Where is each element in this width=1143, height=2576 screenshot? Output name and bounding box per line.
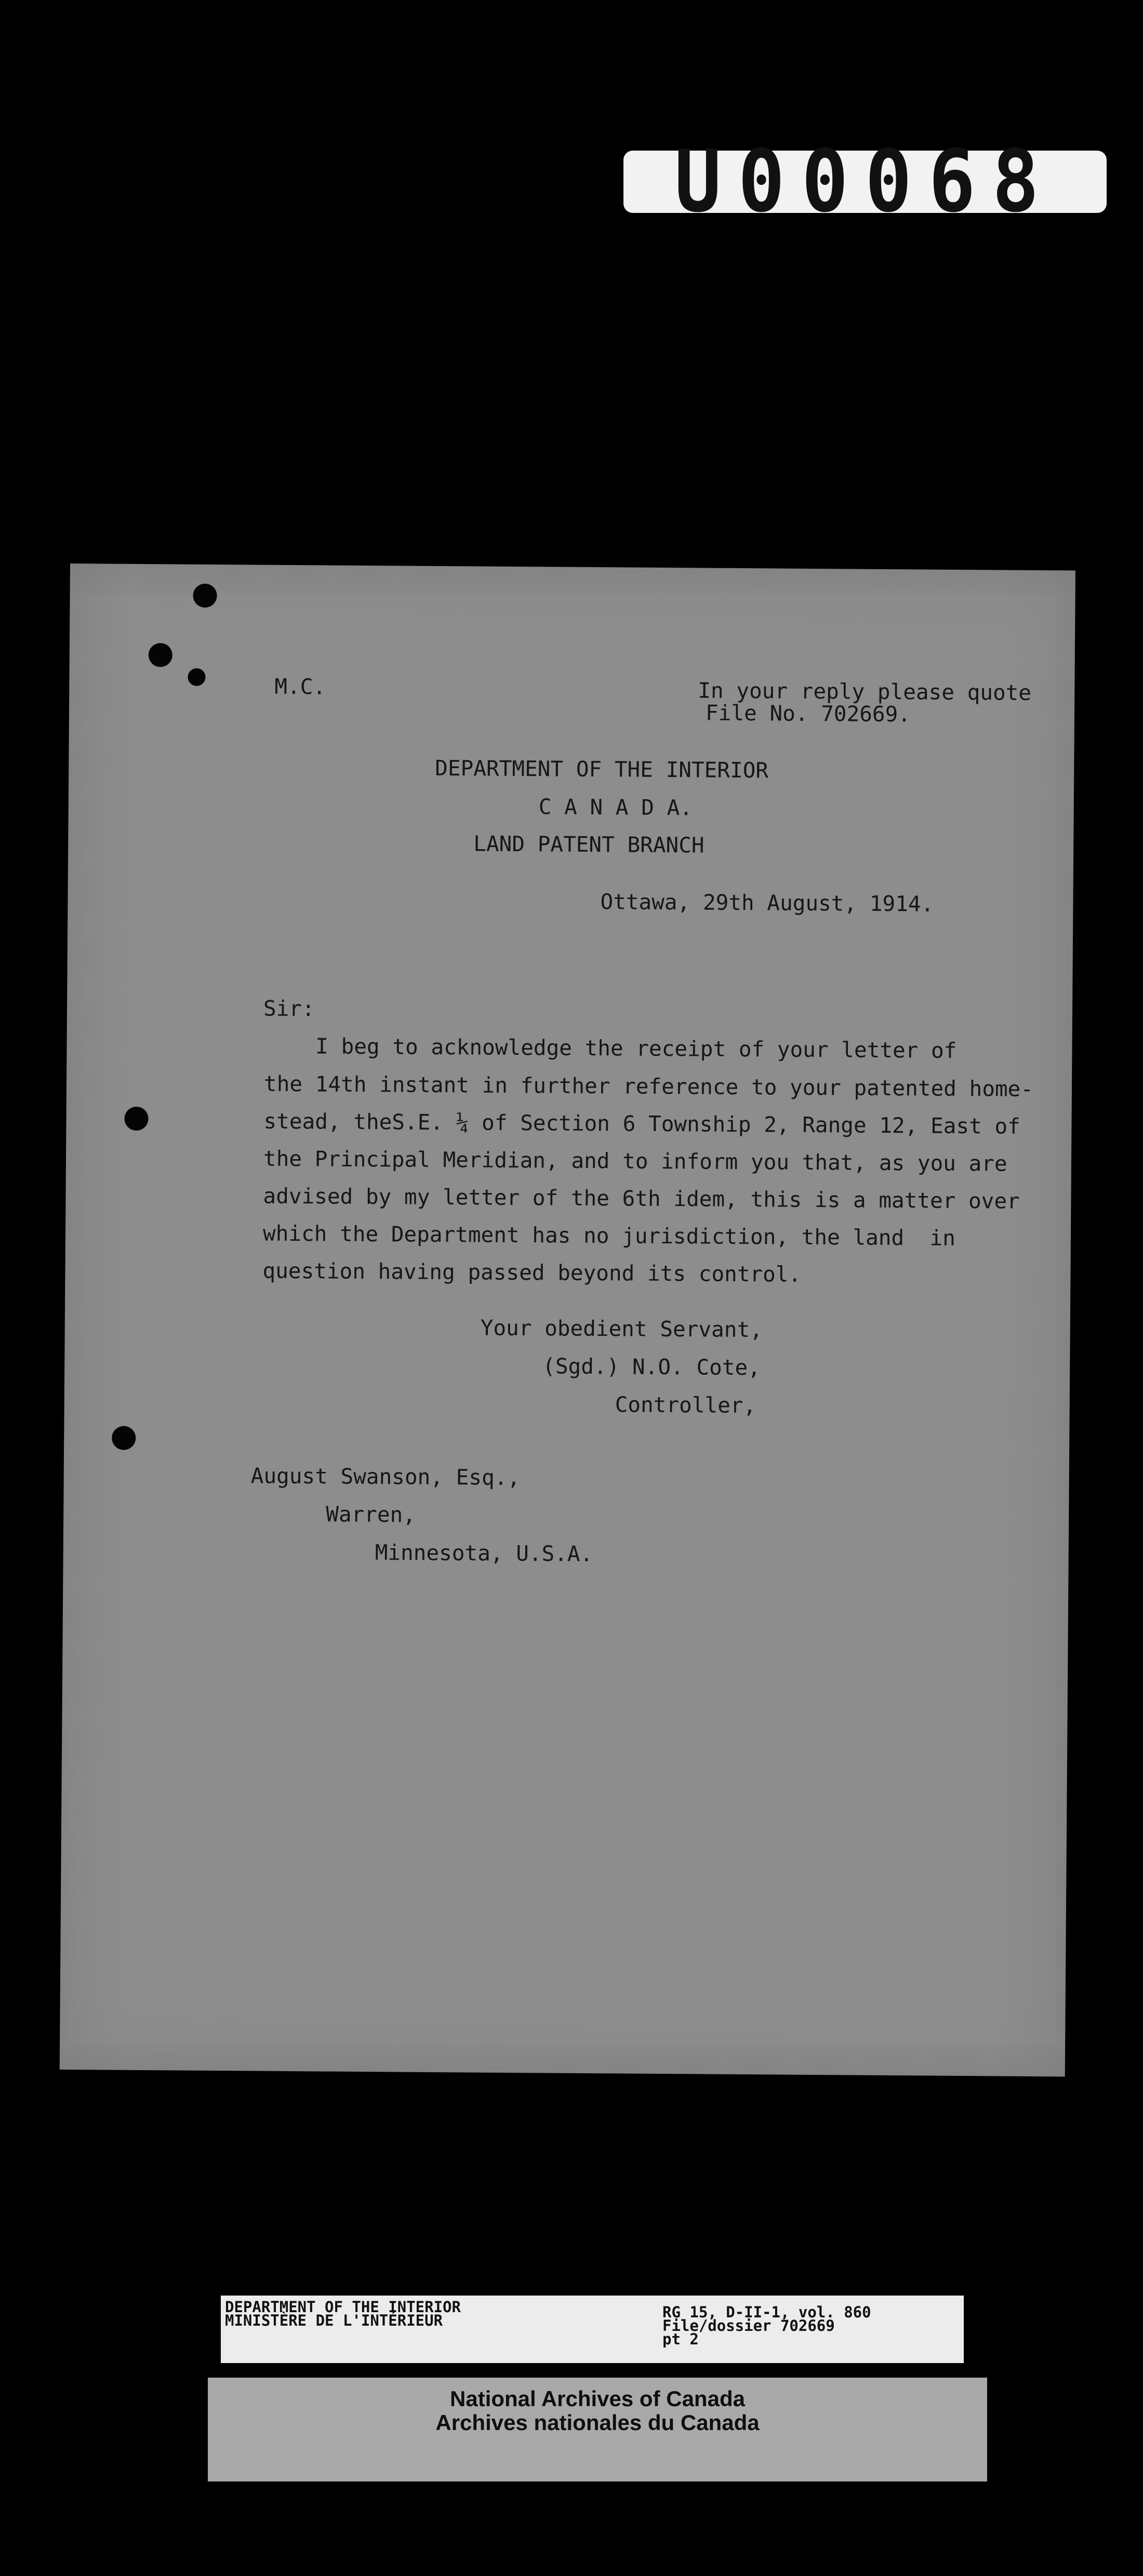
punch-hole [112,1426,136,1450]
addressee-city: Warren, [326,1501,416,1527]
archive-stamp [208,2378,987,2481]
addressee-name: August Swanson, Esq., [250,1463,521,1491]
archive-name-en: National Archives of Canada [450,2386,745,2411]
body-line: question having passed beyond its control. [262,1258,802,1287]
label-ref: RG 15, D-II-1, vol. 860 [662,2303,871,2321]
signer-title: Controller, [615,1392,756,1418]
label-dept-fr: MINISTÈRE DE L'INTÉRIEUR [225,2312,443,2329]
letter-page [60,564,1075,2076]
frame-number-strip [623,132,1107,232]
signature: (Sgd.) N.O. Cote, [542,1353,761,1380]
frame-number: U00068 [674,132,1056,232]
label-dept-en: DEPARTMENT OF THE INTERIOR [225,2298,461,2316]
date-line: Ottawa, 29th August, 1914. [600,889,934,917]
punch-hole [149,643,172,667]
file-number: File No. 702669. [705,700,911,727]
archive-name-fr: Archives nationales du Canada [435,2410,760,2435]
branch-heading: LAND PATENT BRANCH [473,831,705,858]
body-line: the 14th instant in further reference to your patented home- [263,1071,1034,1102]
body-line: stead, theS.E. ¼ of Section 6 Township 2, Range 12, East of [263,1108,1021,1139]
salutation: Sir: [263,996,315,1022]
punch-hole [188,668,205,686]
body-line: I beg to acknowledge the receipt of your letter of [264,1033,957,1063]
body-line: which the Department has no jurisdiction, the land in [262,1220,956,1251]
closing: Your obedient Servant, [480,1315,763,1343]
punch-hole [193,584,217,608]
body-line: the Principal Meridian, and to inform you that, as you are [263,1146,1007,1176]
initials: M.C. [274,674,326,700]
label-part: pt 2 [662,2330,699,2348]
country-heading: C A N A D A. [538,794,693,821]
archive-reference-label [221,2296,964,2363]
addressee-state: Minnesota, U.S.A. [375,1540,593,1567]
reply-note: In your reply please quote [698,678,1032,705]
body-line: advised by my letter of the 6th idem, this is a matter over [263,1183,1020,1214]
punch-hole [124,1107,148,1131]
department-heading: DEPARTMENT OF THE INTERIOR [435,755,769,783]
label-file: File/dossier 702669 [662,2317,835,2334]
